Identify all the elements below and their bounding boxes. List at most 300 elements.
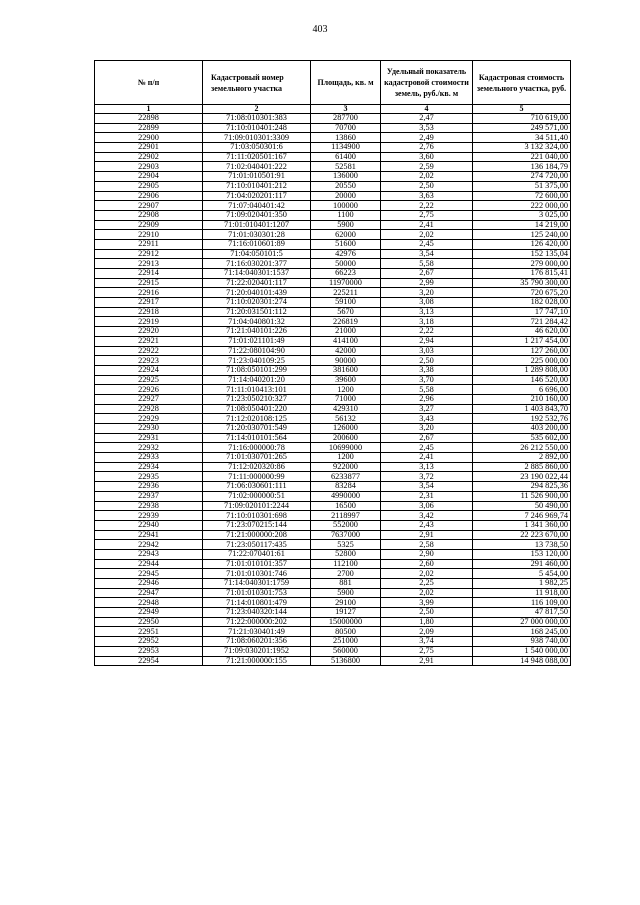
cell-cadastral-cost: 11 526 900,00: [473, 491, 571, 501]
cell-cadastral-number: 71:16:000000:78: [203, 443, 311, 453]
cell-area: 29100: [311, 598, 381, 608]
cell-cadastral-cost: 126 420,00: [473, 239, 571, 249]
cell-cadastral-number: 71:22:020401:117: [203, 278, 311, 288]
cell-row-number: 22908: [95, 210, 203, 220]
cell-row-number: 22917: [95, 298, 203, 308]
cell-area: 1200: [311, 453, 381, 463]
cell-cadastral-cost: 22 223 670,00: [473, 530, 571, 540]
cell-cadastral-cost: 35 790 300,00: [473, 278, 571, 288]
cell-cadastral-number: 71:12:020320:86: [203, 462, 311, 472]
cell-cadastral-cost: 127 260,00: [473, 346, 571, 356]
cell-cadastral-number: 71:08:050101:299: [203, 365, 311, 375]
cell-cadastral-cost: 51 375,00: [473, 181, 571, 191]
cell-row-number: 22909: [95, 220, 203, 230]
cell-area: 51600: [311, 239, 381, 249]
cell-cadastral-number: 71:09:010301:3309: [203, 133, 311, 143]
table-row: [95, 191, 571, 201]
cell-specific-value: 3,03: [381, 346, 473, 356]
column-number-row: [95, 105, 571, 114]
cell-cadastral-cost: 535 602,00: [473, 433, 571, 443]
cell-specific-value: 1,80: [381, 617, 473, 627]
cell-cadastral-cost: 182 028,00: [473, 298, 571, 308]
cell-specific-value: 2,31: [381, 491, 473, 501]
cell-cadastral-number: 71:21:030401:49: [203, 627, 311, 637]
cell-cadastral-cost: 721 284,42: [473, 317, 571, 327]
cell-area: 62000: [311, 230, 381, 240]
cell-area: 5670: [311, 307, 381, 317]
cell-cadastral-number: 71:08:060201:356: [203, 637, 311, 647]
cell-cadastral-cost: 938 740,00: [473, 637, 571, 647]
cell-specific-value: 2,02: [381, 230, 473, 240]
cell-row-number: 22944: [95, 559, 203, 569]
cell-area: 42000: [311, 346, 381, 356]
cell-cadastral-number: 71:11:020501:167: [203, 152, 311, 162]
table-row: [95, 598, 571, 608]
cell-row-number: 22939: [95, 511, 203, 521]
cell-area: 13860: [311, 133, 381, 143]
header-cadastral-number: Кадастровый номер земельного участка: [203, 61, 311, 105]
cell-area: 226819: [311, 317, 381, 327]
cell-cadastral-cost: 34 511,40: [473, 133, 571, 143]
cell-specific-value: 2,50: [381, 608, 473, 618]
cell-cadastral-cost: 17 747,10: [473, 307, 571, 317]
cell-area: 2700: [311, 569, 381, 579]
table-row: [95, 588, 571, 598]
cell-specific-value: 3,63: [381, 191, 473, 201]
column-number: 2: [203, 105, 311, 114]
cell-area: 225211: [311, 288, 381, 298]
cell-cadastral-cost: 274 720,00: [473, 172, 571, 182]
cell-area: 39600: [311, 375, 381, 385]
cell-cadastral-cost: 153 120,00: [473, 549, 571, 559]
cell-cadastral-cost: 47 817,50: [473, 608, 571, 618]
cell-specific-value: 2,02: [381, 588, 473, 598]
cell-row-number: 22938: [95, 501, 203, 511]
cell-cadastral-number: 71:22:000000:202: [203, 617, 311, 627]
cell-row-number: 22915: [95, 278, 203, 288]
cell-cadastral-cost: 1 540 000,00: [473, 646, 571, 656]
cell-area: 19127: [311, 608, 381, 618]
cell-row-number: 22906: [95, 191, 203, 201]
cell-cadastral-number: 71:20:031501:112: [203, 307, 311, 317]
table-row: [95, 162, 571, 172]
cell-area: 11970000: [311, 278, 381, 288]
table-row: [95, 172, 571, 182]
table-row: [95, 579, 571, 589]
cell-area: 6233877: [311, 472, 381, 482]
cell-area: 50000: [311, 259, 381, 269]
column-number: 4: [381, 105, 473, 114]
cell-area: 83284: [311, 482, 381, 492]
cell-cadastral-cost: 50 490,00: [473, 501, 571, 511]
cell-row-number: 22929: [95, 414, 203, 424]
cell-row-number: 22931: [95, 433, 203, 443]
cell-row-number: 22904: [95, 172, 203, 182]
cell-cadastral-number: 71:01:030701:265: [203, 453, 311, 463]
cadastral-value-table: [94, 60, 571, 666]
cell-specific-value: 2,25: [381, 579, 473, 589]
cell-row-number: 22920: [95, 327, 203, 337]
cell-area: 1134900: [311, 143, 381, 153]
cell-row-number: 22913: [95, 259, 203, 269]
cell-area: 5900: [311, 220, 381, 230]
cell-area: 71000: [311, 394, 381, 404]
cell-cadastral-number: 71:16:010601:89: [203, 239, 311, 249]
cell-specific-value: 3,08: [381, 298, 473, 308]
cell-area: 7637000: [311, 530, 381, 540]
cell-specific-value: 2,02: [381, 569, 473, 579]
cell-cadastral-cost: 291 460,00: [473, 559, 571, 569]
cell-specific-value: 3,42: [381, 511, 473, 521]
table-row: [95, 336, 571, 346]
header-row-number: № п/п: [95, 61, 203, 105]
cell-row-number: 22911: [95, 239, 203, 249]
cell-cadastral-cost: 146 520,00: [473, 375, 571, 385]
table-row: [95, 259, 571, 269]
cell-specific-value: 2,96: [381, 394, 473, 404]
table-row: [95, 414, 571, 424]
cell-cadastral-cost: 23 190 022,44: [473, 472, 571, 482]
cell-cadastral-cost: 192 532,76: [473, 414, 571, 424]
cell-row-number: 22953: [95, 646, 203, 656]
cell-area: 66223: [311, 269, 381, 279]
cell-specific-value: 3,18: [381, 317, 473, 327]
cell-cadastral-number: 71:10:020301:274: [203, 298, 311, 308]
cell-row-number: 22924: [95, 365, 203, 375]
table-row: [95, 375, 571, 385]
cell-row-number: 22932: [95, 443, 203, 453]
cell-area: 10699000: [311, 443, 381, 453]
cell-row-number: 22907: [95, 201, 203, 211]
cell-cadastral-number: 71:11:010413:101: [203, 385, 311, 395]
cell-row-number: 22900: [95, 133, 203, 143]
cell-cadastral-cost: 14 219,00: [473, 220, 571, 230]
cell-specific-value: 3,20: [381, 288, 473, 298]
table-row: [95, 114, 571, 124]
cell-cadastral-number: 71:07:040401:42: [203, 201, 311, 211]
table-row: [95, 646, 571, 656]
cell-cadastral-number: 71:11:000000:99: [203, 472, 311, 482]
table-row: [95, 181, 571, 191]
cell-specific-value: 2,99: [381, 278, 473, 288]
cell-row-number: 22935: [95, 472, 203, 482]
cell-cadastral-cost: 116 109,00: [473, 598, 571, 608]
cell-specific-value: 2,91: [381, 530, 473, 540]
cell-cadastral-cost: 710 619,00: [473, 114, 571, 124]
cell-row-number: 22941: [95, 530, 203, 540]
cell-area: 52581: [311, 162, 381, 172]
cell-specific-value: 2,09: [381, 627, 473, 637]
cell-cadastral-number: 71:01:010501:91: [203, 172, 311, 182]
cell-specific-value: 3,27: [381, 404, 473, 414]
cell-cadastral-number: 71:10:010401:248: [203, 123, 311, 133]
cell-specific-value: 2,75: [381, 210, 473, 220]
cell-cadastral-number: 71:01:030301:28: [203, 230, 311, 240]
cell-row-number: 22940: [95, 520, 203, 530]
cell-cadastral-cost: 720 675,20: [473, 288, 571, 298]
cell-cadastral-cost: 6 696,00: [473, 385, 571, 395]
table-row: [95, 385, 571, 395]
cell-cadastral-number: 71:23:050117:435: [203, 540, 311, 550]
cell-specific-value: 2,22: [381, 201, 473, 211]
cell-specific-value: 2,94: [381, 336, 473, 346]
cell-cadastral-number: 71:23:040320:144: [203, 608, 311, 618]
cell-specific-value: 2,58: [381, 540, 473, 550]
table-row: [95, 491, 571, 501]
cell-specific-value: 2,67: [381, 433, 473, 443]
cell-cadastral-number: 71:22:080104:90: [203, 346, 311, 356]
cell-area: 251000: [311, 637, 381, 647]
table-body: [95, 114, 571, 666]
cell-area: 42976: [311, 249, 381, 259]
cell-cadastral-number: 71:12:020108:125: [203, 414, 311, 424]
cell-row-number: 22901: [95, 143, 203, 153]
cell-cadastral-number: 71:01:010301:753: [203, 588, 311, 598]
cell-area: 5325: [311, 540, 381, 550]
table-row: [95, 540, 571, 550]
table-row: [95, 501, 571, 511]
cell-area: 126000: [311, 424, 381, 434]
table-row: [95, 278, 571, 288]
cell-area: 80500: [311, 627, 381, 637]
cell-specific-value: 2,02: [381, 172, 473, 182]
table-row: [95, 356, 571, 366]
cell-row-number: 22949: [95, 608, 203, 618]
cell-cadastral-cost: 168 245,00: [473, 627, 571, 637]
cell-cadastral-cost: 176 815,41: [473, 269, 571, 279]
cell-cadastral-cost: 13 738,50: [473, 540, 571, 550]
cell-row-number: 22954: [95, 656, 203, 666]
table-row: [95, 404, 571, 414]
table-row: [95, 152, 571, 162]
cell-row-number: 22919: [95, 317, 203, 327]
cell-specific-value: 2,59: [381, 162, 473, 172]
cell-cadastral-cost: 1 982,25: [473, 579, 571, 589]
cell-row-number: 22921: [95, 336, 203, 346]
cell-cadastral-number: 71:20:040101:439: [203, 288, 311, 298]
cell-row-number: 22923: [95, 356, 203, 366]
cell-area: 414100: [311, 336, 381, 346]
cell-specific-value: 2,41: [381, 453, 473, 463]
table-row: [95, 123, 571, 133]
cell-specific-value: 2,49: [381, 133, 473, 143]
cell-area: 61400: [311, 152, 381, 162]
table-row: [95, 307, 571, 317]
cell-row-number: 22951: [95, 627, 203, 637]
cell-cadastral-number: 71:21:000000:155: [203, 656, 311, 666]
cell-area: 20000: [311, 191, 381, 201]
cell-cadastral-number: 71:23:050210:327: [203, 394, 311, 404]
cell-cadastral-number: 71:08:010301:383: [203, 114, 311, 124]
cell-area: 52800: [311, 549, 381, 559]
cell-row-number: 22914: [95, 269, 203, 279]
column-number: 5: [473, 105, 571, 114]
cell-area: 90000: [311, 356, 381, 366]
cell-cadastral-cost: 5 454,00: [473, 569, 571, 579]
cell-row-number: 22933: [95, 453, 203, 463]
cell-row-number: 22934: [95, 462, 203, 472]
table-row: [95, 656, 571, 666]
cell-area: 287700: [311, 114, 381, 124]
cell-cadastral-number: 71:21:040101:226: [203, 327, 311, 337]
cell-specific-value: 2,67: [381, 269, 473, 279]
table-row: [95, 559, 571, 569]
cell-cadastral-cost: 1 403 843,70: [473, 404, 571, 414]
table-row: [95, 608, 571, 618]
cell-cadastral-number: 71:09:020401:350: [203, 210, 311, 220]
table-row: [95, 453, 571, 463]
table-row: [95, 239, 571, 249]
cell-specific-value: 5,58: [381, 259, 473, 269]
cell-cadastral-cost: 1 341 360,00: [473, 520, 571, 530]
cell-row-number: 22902: [95, 152, 203, 162]
cell-area: 552000: [311, 520, 381, 530]
cell-cadastral-cost: 225 000,00: [473, 356, 571, 366]
cell-cadastral-cost: 221 040,00: [473, 152, 571, 162]
cell-area: 381600: [311, 365, 381, 375]
table-row: [95, 433, 571, 443]
cell-row-number: 22912: [95, 249, 203, 259]
cell-cadastral-number: 71:14:040301:1759: [203, 579, 311, 589]
table-row: [95, 511, 571, 521]
cell-specific-value: 3,72: [381, 472, 473, 482]
table-row: [95, 617, 571, 627]
cell-area: 20550: [311, 181, 381, 191]
table-row: [95, 637, 571, 647]
cell-row-number: 22916: [95, 288, 203, 298]
cell-specific-value: 3,53: [381, 123, 473, 133]
cell-area: 4990000: [311, 491, 381, 501]
table-row: [95, 288, 571, 298]
cell-cadastral-number: 71:01:021101:49: [203, 336, 311, 346]
cell-area: 136000: [311, 172, 381, 182]
cell-cadastral-number: 71:23:040109:25: [203, 356, 311, 366]
cell-cadastral-cost: 46 620,00: [473, 327, 571, 337]
table-row: [95, 133, 571, 143]
cell-cadastral-number: 71:14:040301:1537: [203, 269, 311, 279]
table-row: [95, 346, 571, 356]
cell-area: 5900: [311, 588, 381, 598]
cell-cadastral-number: 71:14:010801:479: [203, 598, 311, 608]
table-row: [95, 269, 571, 279]
cell-row-number: 22950: [95, 617, 203, 627]
cell-area: 59100: [311, 298, 381, 308]
cell-cadastral-cost: 7 246 969,74: [473, 511, 571, 521]
cell-cadastral-cost: 210 160,00: [473, 394, 571, 404]
cell-row-number: 22948: [95, 598, 203, 608]
cell-specific-value: 2,45: [381, 443, 473, 453]
cell-area: 200600: [311, 433, 381, 443]
table-row: [95, 482, 571, 492]
cell-area: 16500: [311, 501, 381, 511]
cell-row-number: 22936: [95, 482, 203, 492]
table-row: [95, 443, 571, 453]
cell-row-number: 22930: [95, 424, 203, 434]
table-row: [95, 569, 571, 579]
cell-specific-value: 2,47: [381, 114, 473, 124]
cell-cadastral-number: 71:09:030201:1952: [203, 646, 311, 656]
cell-cadastral-cost: 2 885 860,00: [473, 462, 571, 472]
table-row: [95, 472, 571, 482]
cell-specific-value: 2,50: [381, 356, 473, 366]
cell-row-number: 22927: [95, 394, 203, 404]
cell-cadastral-cost: 1 289 808,00: [473, 365, 571, 375]
cell-cadastral-cost: 125 240,00: [473, 230, 571, 240]
cell-specific-value: 2,76: [381, 143, 473, 153]
cell-cadastral-number: 71:03:050301:6: [203, 143, 311, 153]
cell-specific-value: 3,54: [381, 249, 473, 259]
cell-cadastral-cost: 294 825,36: [473, 482, 571, 492]
cell-area: 21000: [311, 327, 381, 337]
cell-row-number: 22937: [95, 491, 203, 501]
cell-specific-value: 2,50: [381, 181, 473, 191]
cell-cadastral-number: 71:04:020201:117: [203, 191, 311, 201]
cell-specific-value: 2,90: [381, 549, 473, 559]
cell-specific-value: 3,06: [381, 501, 473, 511]
cell-cadastral-cost: 14 948 088,00: [473, 656, 571, 666]
cell-cadastral-cost: 222 000,00: [473, 201, 571, 211]
cell-row-number: 22925: [95, 375, 203, 385]
column-number: 3: [311, 105, 381, 114]
cell-row-number: 22922: [95, 346, 203, 356]
cell-cadastral-number: 71:14:010101:564: [203, 433, 311, 443]
cell-row-number: 22947: [95, 588, 203, 598]
table-row: [95, 230, 571, 240]
cell-specific-value: 3,99: [381, 598, 473, 608]
table-row: [95, 210, 571, 220]
cell-area: 5136800: [311, 656, 381, 666]
cell-area: 70700: [311, 123, 381, 133]
column-number: 1: [95, 105, 203, 114]
cell-area: 2118997: [311, 511, 381, 521]
cell-cadastral-number: 71:20:030701:549: [203, 424, 311, 434]
cell-cadastral-cost: 3 025,00: [473, 210, 571, 220]
cell-cadastral-number: 71:06:030601:111: [203, 482, 311, 492]
cell-row-number: 22952: [95, 637, 203, 647]
cell-specific-value: 5,58: [381, 385, 473, 395]
cell-row-number: 22910: [95, 230, 203, 240]
cell-specific-value: 3,60: [381, 152, 473, 162]
cell-cadastral-cost: 152 135,04: [473, 249, 571, 259]
table-row: [95, 394, 571, 404]
cell-cadastral-number: 71:01:010101:357: [203, 559, 311, 569]
table-row: [95, 549, 571, 559]
table-row: [95, 530, 571, 540]
cell-cadastral-number: 71:14:040201:20: [203, 375, 311, 385]
cell-specific-value: 3,70: [381, 375, 473, 385]
cell-area: 922000: [311, 462, 381, 472]
cell-cadastral-cost: 249 571,00: [473, 123, 571, 133]
cell-cadastral-number: 71:10:010401:212: [203, 181, 311, 191]
cell-area: 560000: [311, 646, 381, 656]
table-row: [95, 317, 571, 327]
cell-row-number: 22942: [95, 540, 203, 550]
cell-specific-value: 3,20: [381, 424, 473, 434]
cell-specific-value: 3,74: [381, 637, 473, 647]
page-number: 403: [312, 24, 328, 35]
cell-cadastral-number: 71:02:000000:51: [203, 491, 311, 501]
cell-area: 881: [311, 579, 381, 589]
table-row: [95, 298, 571, 308]
table-row: [95, 462, 571, 472]
cell-specific-value: 3,38: [381, 365, 473, 375]
cell-cadastral-number: 71:23:070215:144: [203, 520, 311, 530]
cell-row-number: 22928: [95, 404, 203, 414]
cell-cadastral-cost: 72 600,00: [473, 191, 571, 201]
table-row: [95, 220, 571, 230]
cell-specific-value: 2,41: [381, 220, 473, 230]
table-row: [95, 327, 571, 337]
